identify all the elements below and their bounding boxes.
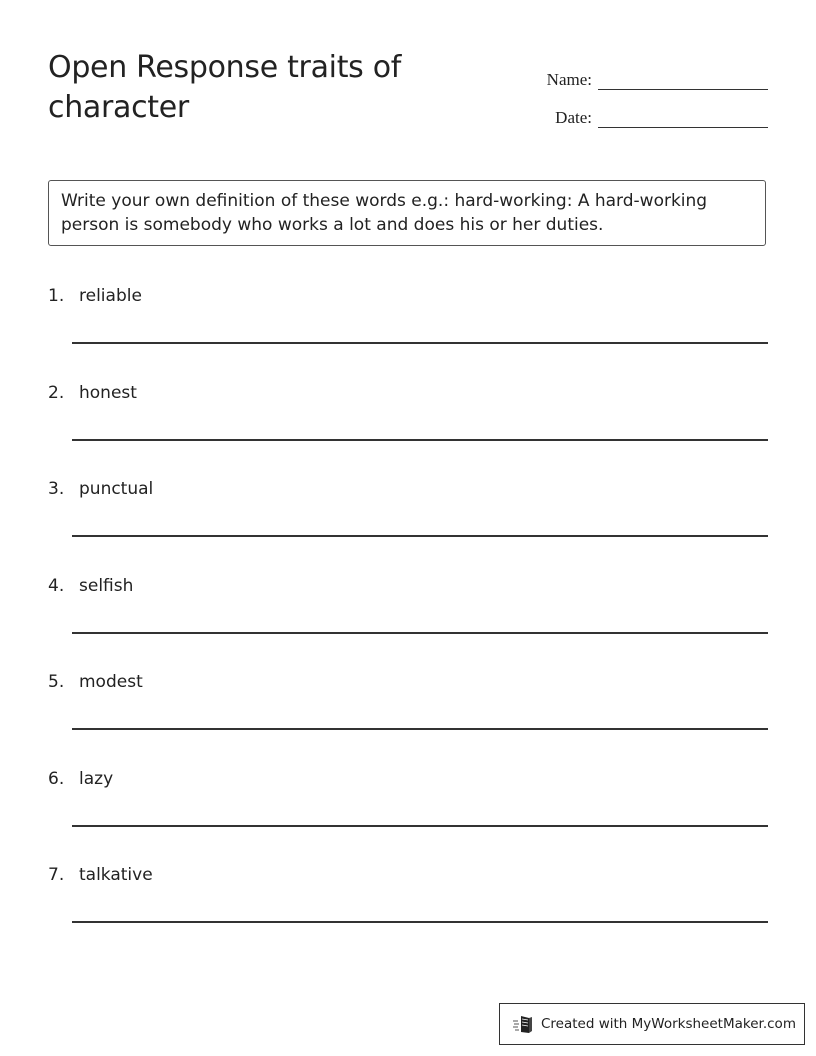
question-number: 1. xyxy=(48,286,65,306)
answer-line[interactable] xyxy=(72,535,768,537)
question-number: 2. xyxy=(48,382,65,403)
student-info xyxy=(528,52,768,128)
name-label: Name: xyxy=(546,70,592,89)
question-word: lazy xyxy=(79,768,114,789)
question-word: selfish xyxy=(79,575,134,596)
question-list xyxy=(48,283,768,959)
question-number: 7. xyxy=(48,865,65,885)
created-with-badge[interactable] xyxy=(499,1003,805,1045)
worksheet-title: Open Response traits of character xyxy=(48,50,402,125)
answer-line[interactable] xyxy=(72,342,768,344)
question-item xyxy=(48,862,768,959)
question-number: 5. xyxy=(48,672,65,692)
answer-line[interactable] xyxy=(72,728,768,730)
question-number: 4. xyxy=(48,575,65,596)
instructions-box: Write your own definition of these words e.g.: hard-working: A hard-working person is somebody who works a lot and does his or her duties. xyxy=(48,180,766,246)
answer-line[interactable] xyxy=(72,921,768,923)
answer-line[interactable] xyxy=(72,632,768,634)
question-item xyxy=(48,283,768,380)
date-label: Date: xyxy=(555,108,592,127)
name-field-line[interactable] xyxy=(598,67,768,90)
question-item xyxy=(48,380,768,477)
name-row xyxy=(528,52,768,90)
date-field-line[interactable] xyxy=(598,105,768,128)
question-item xyxy=(48,669,768,766)
worksheet-maker-logo-icon xyxy=(512,1013,534,1035)
answer-line[interactable] xyxy=(72,439,768,441)
question-word: honest xyxy=(79,382,137,403)
question-item xyxy=(48,476,768,573)
question-word: modest xyxy=(79,672,143,692)
question-word: talkative xyxy=(79,865,153,885)
question-word: punctual xyxy=(79,479,154,499)
question-word: reliable xyxy=(79,286,142,306)
question-number: 3. xyxy=(48,479,65,499)
question-item xyxy=(48,573,768,670)
created-with-text: Created with MyWorksheetMaker.com xyxy=(541,1016,796,1032)
date-row xyxy=(528,90,768,128)
question-item xyxy=(48,766,768,863)
answer-line[interactable] xyxy=(72,825,768,827)
question-number: 6. xyxy=(48,768,65,789)
